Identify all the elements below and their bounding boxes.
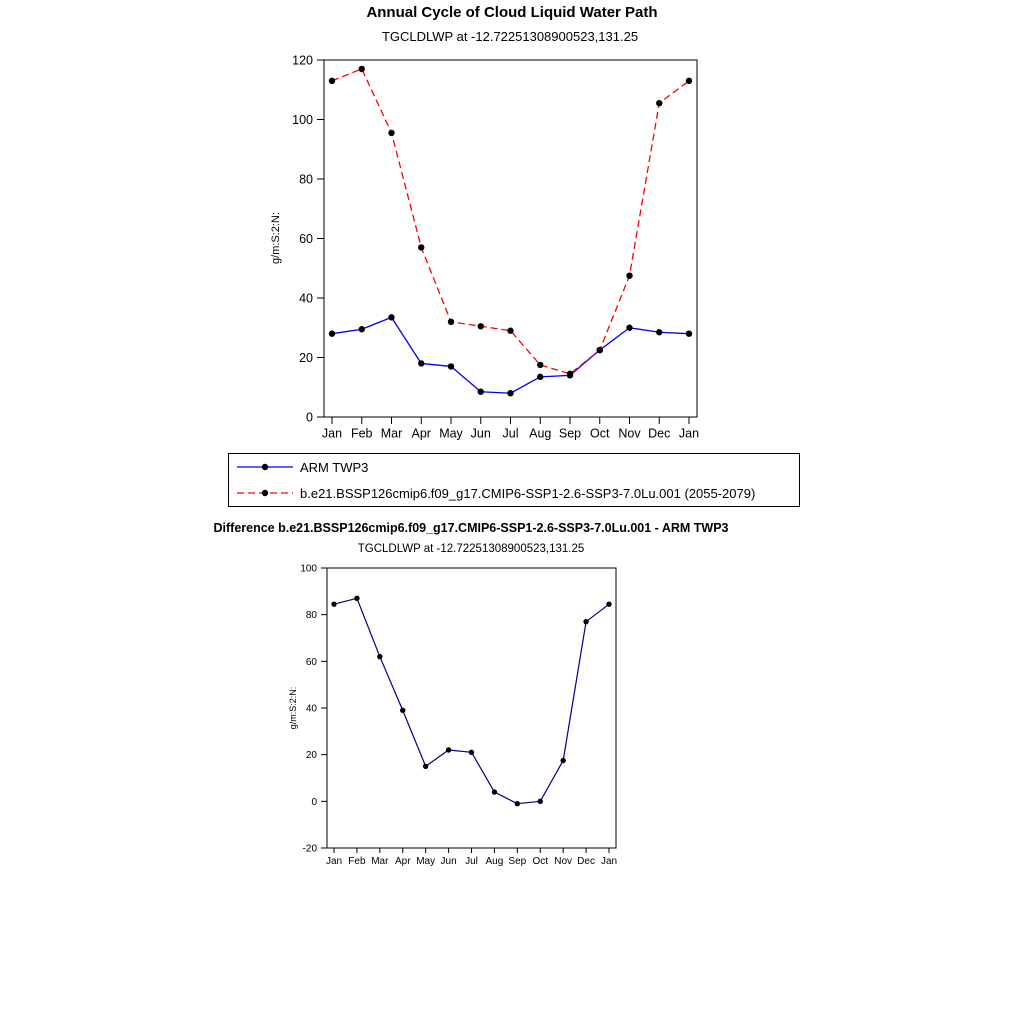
- chart1-y-axis-label: g/m:S:2:N:: [270, 212, 282, 264]
- legend-line-solid-blue-icon: [234, 460, 296, 474]
- x-tick-label: Sep: [558, 426, 582, 441]
- x-tick-label: Sep: [508, 856, 527, 867]
- data-point-marker: [354, 596, 359, 601]
- x-tick-label: Apr: [394, 856, 411, 867]
- data-point-marker: [377, 654, 382, 659]
- x-tick-label: Jun: [470, 426, 491, 441]
- x-tick-label: Jul: [502, 426, 519, 441]
- legend-label-model: b.e21.BSSP126cmip6.f09_g17.CMIP6-SSP1-2.6-SSP3-7.0Lu.001 (2055-2079): [300, 485, 756, 501]
- x-tick-label: Feb: [348, 856, 366, 867]
- y-tick-label: 0: [311, 796, 317, 808]
- data-point-marker: [656, 100, 662, 106]
- data-point-marker: [567, 371, 573, 377]
- data-point-marker: [423, 764, 428, 769]
- data-point-marker: [538, 799, 543, 804]
- x-tick-label: Dec: [648, 426, 671, 441]
- y-tick-label: -20: [302, 843, 317, 855]
- x-tick-label: Aug: [529, 426, 552, 441]
- data-point-marker: [537, 374, 543, 380]
- data-point-marker: [418, 244, 424, 250]
- x-tick-label: Oct: [532, 856, 549, 867]
- data-point-marker: [626, 325, 632, 331]
- data-point-marker: [478, 323, 484, 329]
- x-tick-label: Apr: [411, 426, 431, 441]
- data-point-marker: [507, 390, 513, 396]
- data-point-marker: [329, 331, 335, 337]
- data-point-marker: [560, 758, 565, 763]
- x-tick-label: Aug: [485, 856, 504, 867]
- x-tick-label: Nov: [618, 426, 641, 441]
- x-tick-label: Oct: [590, 426, 610, 441]
- legend-item-arm-twp3: [234, 454, 799, 480]
- y-tick-label: 0: [306, 410, 313, 425]
- x-tick-label: Mar: [371, 856, 389, 867]
- chart2-title: Difference b.e21.BSSP126cmip6.f09_g17.CMIP6-SSP1-2.6-SSP3-7.0Lu.001 - ARM TWP3: [213, 521, 729, 535]
- data-point-marker: [686, 78, 692, 84]
- data-point-marker: [446, 747, 451, 752]
- x-tick-label: Feb: [350, 426, 373, 441]
- x-tick-label: Jul: [465, 856, 478, 867]
- chart2-subtitle: TGCLDLWP at -12.72251308900523,131.25: [357, 543, 585, 555]
- data-point-marker: [478, 389, 484, 395]
- plot-frame: [324, 60, 697, 417]
- x-tick-label: Dec: [577, 856, 595, 867]
- legend-item-model: [234, 480, 799, 506]
- data-point-marker: [515, 801, 520, 806]
- data-point-marker: [448, 319, 454, 325]
- series-line: [334, 598, 609, 803]
- plot-frame: [327, 568, 616, 848]
- data-point-marker: [388, 314, 394, 320]
- data-point-marker: [418, 360, 424, 366]
- x-tick-label: Jan: [325, 856, 343, 867]
- x-tick-label: May: [439, 426, 463, 441]
- y-tick-label: 120: [292, 53, 313, 68]
- chart1-title: Annual Cycle of Cloud Liquid Water Path: [366, 4, 658, 21]
- y-tick-label: 60: [299, 231, 313, 246]
- legend: [228, 453, 800, 507]
- y-tick-label: 20: [299, 350, 313, 365]
- x-tick-label: May: [416, 856, 436, 867]
- y-tick-label: 40: [305, 703, 317, 715]
- data-point-marker: [469, 750, 474, 755]
- data-point-marker: [359, 66, 365, 72]
- chart1-subtitle: TGCLDLWP at -12.72251308900523,131.25: [381, 29, 639, 44]
- y-tick-label: 40: [299, 291, 313, 306]
- annual-cycle-plot: [292, 53, 699, 440]
- data-point-marker: [537, 362, 543, 368]
- legend-label-arm-twp3: ARM TWP3: [300, 459, 369, 475]
- data-point-marker: [331, 601, 336, 606]
- data-point-marker: [329, 78, 335, 84]
- data-point-marker: [492, 789, 497, 794]
- x-tick-label: Nov: [554, 856, 573, 867]
- data-point-marker: [597, 347, 603, 353]
- x-tick-label: Jun: [440, 856, 457, 867]
- data-point-marker: [583, 619, 588, 624]
- x-tick-label: Mar: [380, 426, 403, 441]
- data-point-marker: [448, 363, 454, 369]
- data-point-marker: [686, 331, 692, 337]
- data-point-marker: [400, 708, 405, 713]
- x-tick-label: Jan: [321, 426, 343, 441]
- difference-plot: [300, 564, 617, 868]
- data-point-marker: [507, 328, 513, 334]
- data-point-marker: [656, 329, 662, 335]
- y-tick-label: 80: [299, 172, 313, 187]
- data-point-marker: [388, 130, 394, 136]
- chart2-y-axis-label: g/m:S:2:N:: [288, 686, 298, 730]
- x-tick-label: Jan: [678, 426, 700, 441]
- data-point-marker: [606, 601, 611, 606]
- y-tick-label: 100: [300, 563, 317, 575]
- data-point-marker: [359, 326, 365, 332]
- data-point-marker: [626, 272, 632, 278]
- y-tick-label: 60: [305, 656, 317, 668]
- y-tick-label: 100: [292, 112, 313, 127]
- legend-line-dashed-red-icon: [234, 486, 296, 500]
- y-tick-label: 20: [305, 750, 317, 762]
- y-tick-label: 80: [305, 610, 317, 622]
- x-tick-label: Jan: [600, 856, 618, 867]
